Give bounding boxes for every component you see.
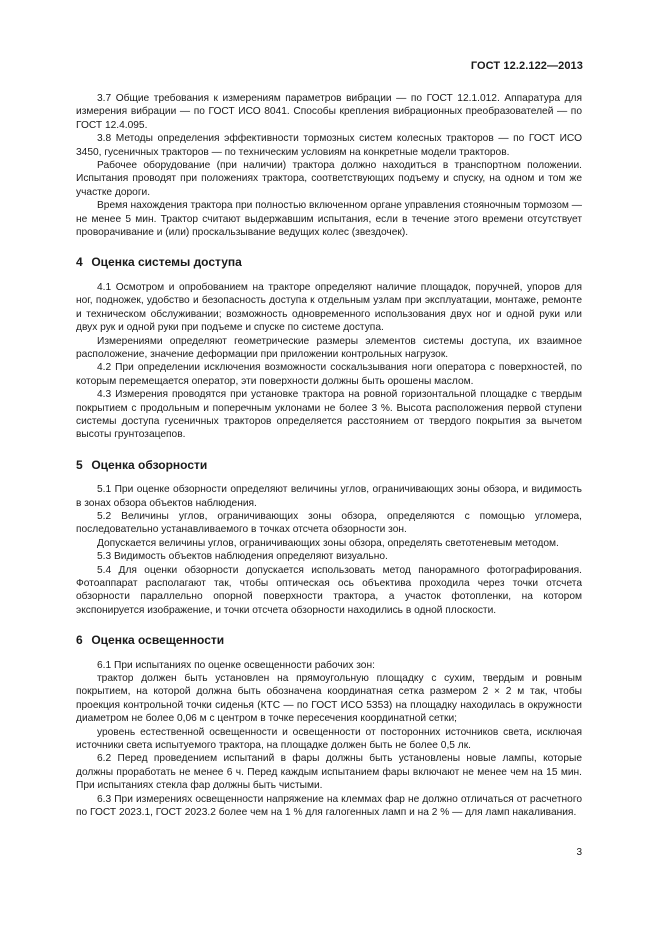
section-title: Оценка обзорности xyxy=(91,457,208,472)
section-heading xyxy=(76,459,582,472)
paragraph: 4.3 Измерения проводятся при установке трактора на ровной горизонтальной площадке с твердым покрытием с продольным и поперечным уклонами не более 3 %. Высота расположения первой ступени системы доступа гусеничных тракторов определяется расстоянием от твердого покрытия за вычетом высоты грунтозацепов. xyxy=(76,389,582,441)
section-number: 6 xyxy=(76,633,83,648)
section-number: 4 xyxy=(76,255,83,270)
section-heading xyxy=(76,256,582,269)
section-title: Оценка освещенности xyxy=(91,633,225,648)
section-title: Оценка системы доступа xyxy=(91,255,242,270)
paragraph: 4.1 Осмотром и опробованием на тракторе определяют наличие площадок, поручней, упоров для ног, подножек, удобство и безопасность доступа к отдельным узлам при эксплуатации, монтаже, ремонте и техническом обслуживании; возможность одновременного использования двух ног и одной руки или двух рук и одной руки при подъеме и спуске по системе доступа. xyxy=(76,281,582,334)
paragraph: 4.2 При определении исключения возможности соскальзывания ноги оператора с поверхностей, по которым перемещается оператор, эти поверхности должны быть орошены маслом. xyxy=(76,362,582,387)
section-number: 5 xyxy=(76,457,83,472)
paragraph: 3.8 Методы определения эффективности тормозных систем колесных тракторов — по ГОСТ ИСО 3450, гусеничных тракторов — по техническим условиям на конкретные модели тракторов. xyxy=(76,133,582,158)
paragraph: 6.3 При измерениях освещенности напряжение на клеммах фар не должно отличаться от расчетного по ГОСТ 2023.1, ГОСТ 2023.2 более чем на 1 % для галогенных ламп и на 2 % — для ламп накаливания. xyxy=(76,793,582,819)
paragraph: Рабочее оборудование (при наличии) трактора должно находиться в транспортном положении. Испытания проводят при положениях трактора, соответствующих подъему и спуску, на одном и том же участке дороги. xyxy=(76,160,582,198)
paragraph: Допускается величины углов, ограничивающих зоны обзора, определять светотеневым методом. xyxy=(97,537,559,549)
paragraph: 6.2 Перед проведением испытаний в фары должны быть установлены новые лампы, которые должны проработать не менее 6 ч. Перед каждым испытанием фары включают не менее чем на 15 мин. При испытаниях стекла фар должны быть чистыми. xyxy=(76,753,582,792)
paragraph: 5.2 Величины углов, ограничивающих зоны обзора, определяются с помощью угломера, последовательно устанавливаемого в точках отсчета обзорности зон. xyxy=(76,510,582,536)
paragraph: 5.1 При оценке обзорности определяют величины углов, ограничивающих зоны обзора, и видимость в зонах обзора объектов наблюдения. xyxy=(76,484,582,509)
document-code: ГОСТ 12.2.122—2013 xyxy=(470,60,583,72)
page-number: 3 xyxy=(576,847,582,858)
paragraph: трактор должен быть установлен на прямоугольную площадку с сухим, твердым и ровным покрытием, на которой должна быть обозначена координатная сетка размером 2 × 2 м так, чтобы проекция контрольной точки сиденья (КТС — по ГОСТ ИСО 5353) на площадку находилась в окружности диаметром не более 0,06 м с центром в точке пересечения координатной сетки; xyxy=(76,673,582,725)
paragraph: уровень естественной освещенности и освещенности от посторонних источников света, исключая источники света испытуемого трактора, на площадке должен быть не более 0,5 лк. xyxy=(76,726,582,752)
paragraph: 5.3 Видимость объектов наблюдения определяют визуально. xyxy=(97,551,388,563)
section-heading xyxy=(76,634,582,647)
paragraph: 6.1 При испытаниях по оценке освещенности рабочих зон: xyxy=(97,659,375,671)
paragraph: 5.4 Для оценки обзорности допускается использовать метод панорамного фотографирования. Фотоаппарат располагают так, чтобы оптическая ось объектива проходила через точки отсчета обзорности параллельно опорной поверхности трактора, а участок фотопленки, на котором экспонируется изображение, и точки отсчета обзорности находились в одной плоскости. xyxy=(76,564,582,616)
paragraph: 3.7 Общие требования к измерениям параметров вибрации — по ГОСТ 12.1.012. Аппаратура для измерения вибрации — по ГОСТ ИСО 8041. Способы крепления вибрационных преобразователей — по ГОСТ 12.4.095. xyxy=(76,93,582,131)
document-body xyxy=(76,92,582,820)
paragraph: Время нахождения трактора при полностью включенном органе управления стояночным тормозом — не менее 5 мин. Трактор считают выдержавшим испытания, если в течение этого времени отсутствует проворачивание и (или) проскальзывание ведущих колес (звездочек). xyxy=(76,200,582,239)
paragraph: Измерениями определяют геометрические размеры элементов системы доступа, их взаимное расположение, значение деформации при приложении контрольных нагрузок. xyxy=(76,335,582,360)
